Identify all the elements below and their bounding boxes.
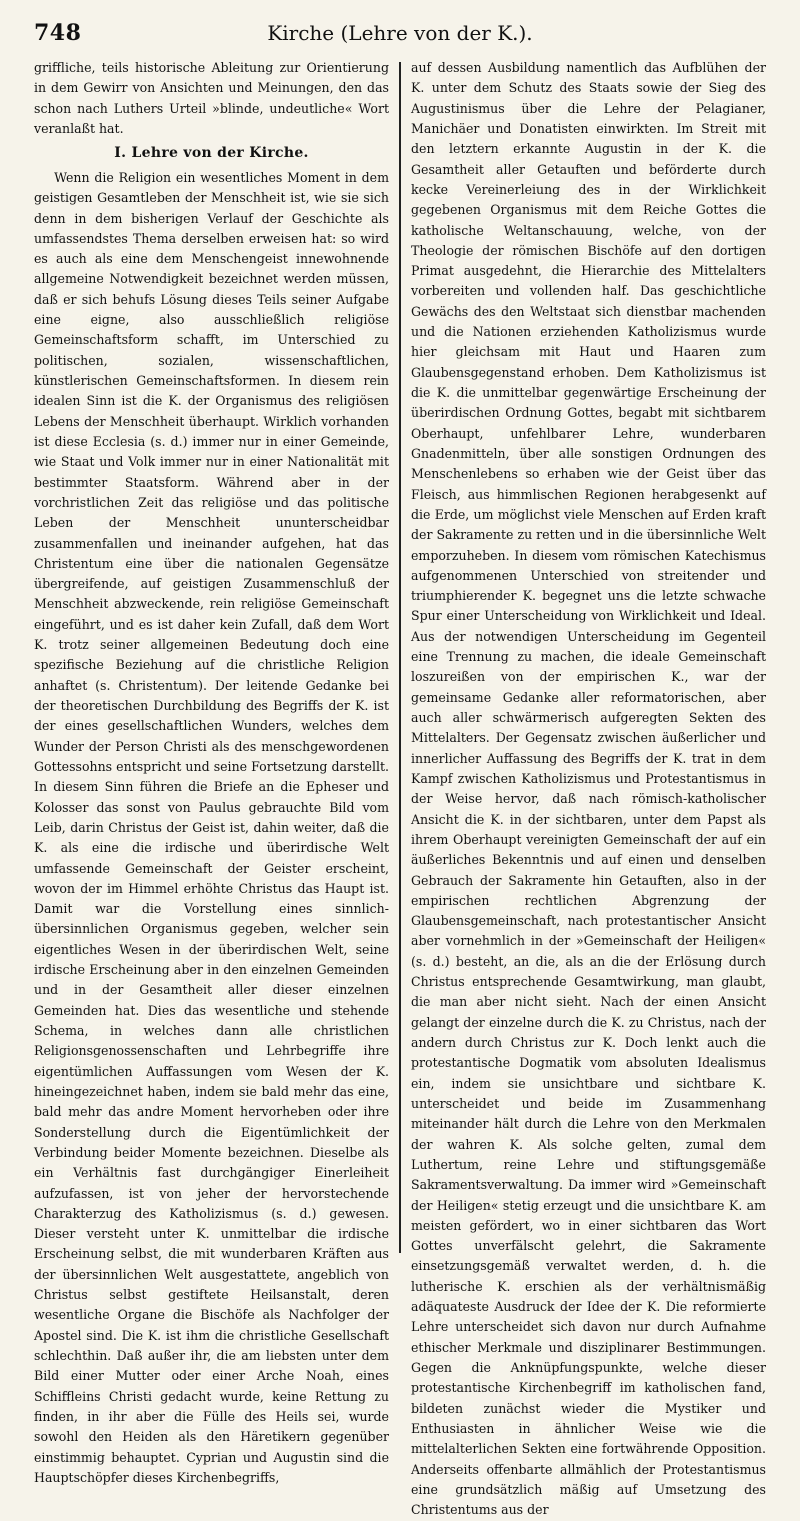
page-header — [34, 16, 766, 50]
section-heading: I. Lehre von der Kirche. — [114, 145, 309, 162]
text-columns — [34, 58, 766, 1518]
right-column — [401, 58, 766, 1518]
page-number: 748 — [34, 20, 82, 46]
intro-paragraph: griffliche, teils historische Ableitung zur Orientierung in dem Gewirr von Ansichten und Meinungen, den das schon nach Luthers Urteil »blinde, undeutliche« Wort veranlaßt hat. — [34, 60, 389, 136]
running-head: Kirche (Lehre von der K.). — [267, 21, 533, 45]
body-paragraph: Wenn die Religion ein wesentliches Moment in dem geistigen Gesamtleben der Menschheit ist, wie sie sich denn in dem bisherigen Verlauf der Geschichte als umfassendstes Thema derselben erweisen hat: so wird es auch als eine dem Menschengeist innewohnende allgemeine Notwendigkeit bezeichnet werden müssen, daß er sich behufs Lösung dieses Teils seiner Aufgabe eine eigne, also ausschließlich religiöse Gemeinschaftsform schafft, im Unterschied zu politischen, sozialen, wissenschaftlichen, künstlerischen Gemeinschaftsformen. In diesem rein idealen Sinn ist die K. der Organismus des religiösen Lebens der Menschheit überhaupt. Wirklich vorhanden ist diese Ecclesia (s. d.) immer nur in einer Gemeinde, wie Staat und Volk immer nur in einer Nationalität mit bestimmter Staatsform. Während aber in der vorchristlichen Zeit das religiöse und das politische Leben der Menschheit ununterscheidbar zusammenfallen und ineinander aufgehen, hat das Christentum eine über die nationalen Gegensätze übergreifende, auf geistigen Zusammenschluß der Menschheit abzweckende, rein religiöse Gemeinschaft eingeführt, und es ist daher kein Zufall, daß dem Wort K. trotz seiner allgemeinen Bedeutung doch eine spezifische Beziehung auf die christliche Religion anhaftet (s. Christentum). Der leitende Gedanke bei der theoretischen Durchbildung des Begriffs der K. ist der eines gesellschaftlichen Wunders, welches dem Wunder der Person Christi als des menschgewordenen Gottessohns entspricht und seine Fortsetzung darstellt. In diesem Sinn führen die Briefe an die Epheser und Kolosser das sonst von Paulus gebrauchte Bild vom Leib, darin Christus der Geist ist, dahin weiter, daß die K. als eine die irdische und überirdische Welt umfassende Gemeinschaft der Geister erscheint, wovon der im Himmel erhöhte Christus das Haupt ist. Damit war die Vorstellung eines sinnlich-übersinnlichen Organismus gegeben, welcher sein eigentliches Wesen in der überirdischen Welt, seine irdische Erscheinung aber in den einzelnen Gemeinden und in der Gesamtheit aller dieser einzelnen Gemeinden hat. Dies das wesentliche und stehende Schema, in welches dann alle christlichen Religionsgenossenschaften und Lehrbegriffe ihre eigentümlichen Auffassungen vom Wesen der K. hineingezeichnet haben, indem sie bald mehr das eine, bald mehr das andre Moment hervorheben oder ihre Sonderstellung durch die Eigentümlichkeit der Verbindung beider Momente bezeichnen. Dieselbe als ein Verhältnis fast durchgängiger Einerleiheit aufzufassen, ist von jeher der hervorstechende Charakterzug des Katholizismus (s. d.) gewesen. Dieser versteht unter K. unmittelbar die irdische Erscheinung selbst, die mit wunderbaren Kräften aus der übersinnlichen Welt ausgestattete, angeblich von Christus selbst gestiftete Heilsanstalt, deren wesentliche Organe die Bischöfe als Nachfolger der Apostel sind. Die K. ist ihm die christliche Gesellschaft schlechthin. Daß außer ihr, die am liebsten unter dem Bild einer Mutter oder einer Arche Noah, eines Schiffleins Christi gedacht wurde, keine Rettung zu finden, in ihr aber die Fülle des Heils sei, wurde sowohl den Heiden als den Häretikern gegenüber einstimmig behauptet. Cyprian und Augustin sind die Hauptschöpfer dieses Kirchenbegriffs, — [34, 169, 389, 1485]
left-column — [34, 58, 399, 1485]
continued-paragraph: auf dessen Ausbildung namentlich das Aufblühen der K. unter dem Schutz des Staats sowie der Sieg des Augustinismus über die Lehre der Pelagianer, Manichäer und Donatisten einwirkten. Im Streit mit den letztern erkannte Augustin in der K. die Gesamtheit aller Getauften und beförderte durch kecke Vereinerleiung des in der Wirklichkeit gegebenen Organismus mit dem Reiche Gottes die katholische Weltanschauung, welche, von der Theologie der römischen Bischöfe auf den dortigen Primat ausgedehnt, die Hierarchie des Mittelalters vorbereiten und vollenden half. Das geschichtliche Gewächs des den Weltstaat sich dienstbar machenden und die Nationen erziehenden Katholizismus wurde hier gleichsam mit Haut und Haaren zum Glaubensgegenstand erhoben. Dem Katholizismus ist die K. die unmittelbar gegenwärtige Erscheinung der überirdischen Ordnung Gottes, begabt mit sichtbarem Oberhaupt, unfehlbarer Lehre, wunderbaren Gnadenmitteln, über alle sonstigen Ordnungen des Menschenlebens so erhaben wie der Geist über das Fleisch, aus himmlischen Regionen herabgesenkt auf die Erde, um möglichst viele Menschen auf Erden kraft der Sakramente zu retten und in die übersinnliche Welt emporzuheben. In diesem vom römischen Katechismus aufgenommenen Unterschied von streitender und triumphierender K. begegnet uns die letzte schwache Spur einer Unterscheidung von Wirklichkeit und Ideal. Aus der notwendigen Unterscheidung im Gegenteil eine Trennung zu machen, die ideale Gemeinschaft loszureißen von der empirischen K., war der gemeinsame Gedanke aller reformatorischen, aber auch aller schwärmerisch aufgeregten Sekten des Mittelalters. Der Gegensatz zwischen äußerlicher und innerlicher Auffassung des Begriffs der K. trat in dem Kampf zwischen Katholizismus und Protestantismus in der Weise hervor, daß nach römisch-katholischer Ansicht die K. in der sichtbaren, unter dem Papst als ihrem Oberhaupt vereinigten Gemeinschaft der auf ein äußerliches Bekenntnis und auf einen und denselben Gebrauch der Sakramente hin Getauften, also in der empirischen rechtlichen Abgrenzung der Glaubensgemeinschaft, nach protestantischer Ansicht aber vornehmlich in der »Gemeinschaft der Heiligen« (s. d.) besteht, an die, als an die der Erlösung durch Christus entsprechende Gesamtwirkung, man glaubt, die man aber nicht sieht. Nach der einen Ansicht gelangt der einzelne durch die K. zu Christus, nach der andern durch Christus zur K. Doch lenkt auch die protestantische Dogmatik vom absoluten Idealismus ein, indem sie unsichtbare und sichtbare K. unterscheidet und beide im Zusammenhang miteinander hält durch die Lehre von den Merkmalen der wahren K. Als solche gelten, zumal dem Luthertum, reine Lehre und stiftungsgemäße Sakramentsverwaltung. Da immer wird »Gemeinschaft der Heiligen« stetig erzeugt und die unsichtbare K. am meisten gefördert, wo in einer sichtbaren das Wort Gottes unverfälscht gelehrt, die Sakramente einsetzungsgemäß verwaltet werden, d. h. die lutherische K. erschien als der verhältnismäßig adäquateste Ausdruck der Idee der K. Die reformierte Lehre unterscheidet sich davon nur durch Aufnahme ethischer Merkmale und disziplinarer Bestimmungen. Gegen die Anknüpfungspunkte, welche dieser protestantische Kirchenbegriff im katholischen fand, bildeten zunächst wieder die Mystiker und Enthusiasten in ähnlicher Weise wie die mittelalterlichen Sekten eine fortwährende Opposition. Anderseits offenbarte allmählich der Protestantismus eine grundsätzlich mäßig auf Umsetzung des Christentums aus der — [411, 60, 766, 1518]
